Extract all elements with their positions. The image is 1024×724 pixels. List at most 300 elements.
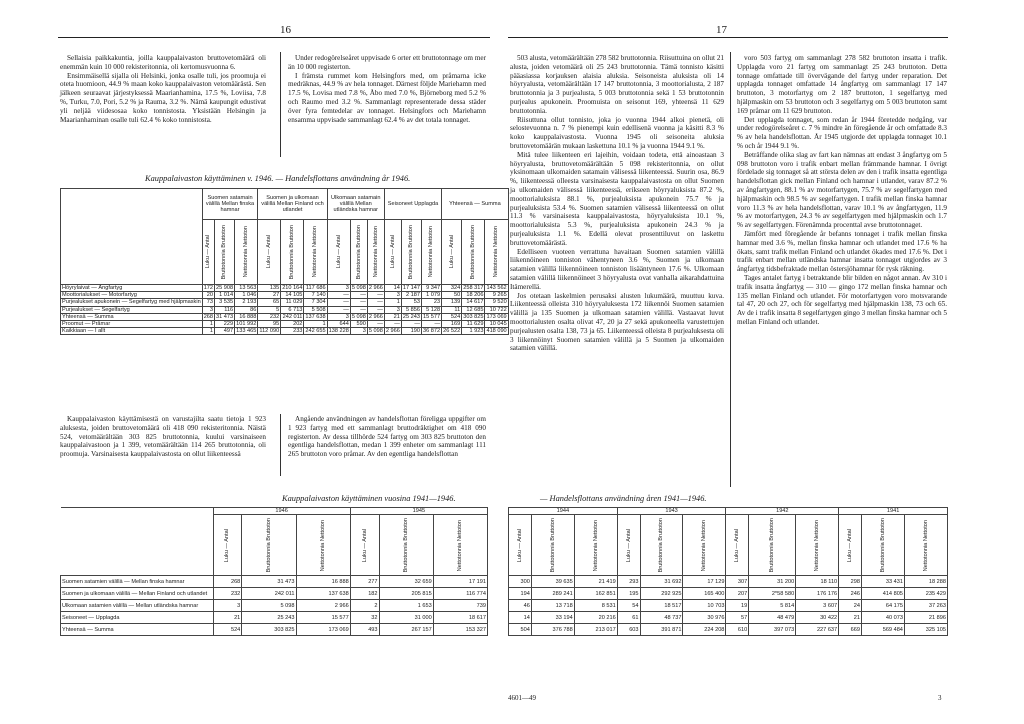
column-header [839, 515, 862, 576]
table-cell: 2 966 [368, 285, 383, 291]
column-header-label: Nettotonnia Nettoton [592, 519, 599, 571]
table-cell: 173 069 [486, 313, 507, 320]
column-header [861, 515, 904, 576]
table-cell: 307 [726, 576, 749, 588]
row-label: Seisoneet — Upplagda [61, 612, 214, 624]
table-cell: 48 479 [749, 612, 796, 624]
table-cell: 11 029 [281, 299, 304, 306]
table-cell: 246 [839, 588, 862, 600]
table-cell: 242 011 [282, 313, 303, 320]
table-cell: 54 [617, 600, 640, 612]
table-cell: 7 304 [304, 299, 327, 306]
table-row [61, 328, 509, 335]
table-cell: 2 966 [296, 600, 350, 612]
table-cell: 48 737 [640, 612, 683, 624]
table-cell: 2 966 [385, 328, 400, 335]
table-cell: — [350, 299, 367, 306]
table-cell: 292 925 [640, 588, 683, 600]
table-cell: 376 788 [531, 624, 574, 636]
table-header-row [509, 508, 948, 515]
table-cell: 202 [281, 321, 304, 328]
column-header-label: Nettotonnia Nettoton [493, 226, 500, 278]
paragraph: 503 alusta, vetomäärältään 278 582 bruttotonnia. Riisuttuina on ollut 21 alusta, joiden vetomäärä oli 25 243 bruttotonnia. Tämä tonnisto käsitti pääasiassa korjauksen alaisia aluksia. Seisoneista aluksista oli 14 höyryalusta, vetomäärältään 17 147 bruttotonnia, 3 moottorialusta, 2 187 bruttotonnia ja 3 purjealusta, 5 003 bruttotonnia sekä 1 53 bruttotonnin purjealus apukonein. Proomuista on seisonut 169, yhteensä 11 629 bruttotonnia. [510, 54, 725, 115]
table-body [61, 576, 488, 636]
table-cell: 30 976 [683, 612, 726, 624]
table-cell: 3 [350, 328, 367, 335]
column-header [640, 515, 683, 576]
column-header [509, 515, 532, 576]
column-header [304, 220, 327, 285]
table-cell: 298 [839, 576, 862, 588]
column-header [422, 220, 442, 285]
table-cell: 18 517 [640, 600, 683, 612]
table-cell: 33 431 [861, 576, 904, 588]
column-header [367, 220, 384, 285]
table-cell: 190 [401, 328, 421, 335]
table-cell: 19 [726, 600, 749, 612]
table-cell: 21 [839, 612, 862, 624]
table-cell: 1 [202, 328, 214, 335]
table-cell: 1 653 [379, 600, 433, 612]
table-cell: 133 465 [236, 328, 257, 335]
table-row [61, 600, 488, 612]
table-row [509, 576, 948, 588]
table-cell: 2 193 [235, 299, 258, 306]
table-cell: 644 [327, 321, 350, 328]
group-header: Seisoneet Upplagda [384, 189, 441, 220]
table-cell: 21 896 [904, 612, 947, 624]
table-cell: 2 966 [368, 313, 383, 320]
table-cell: 9 520 [485, 299, 508, 306]
table-header-row [61, 189, 509, 220]
table-cell: — [327, 306, 350, 313]
table-corner [61, 508, 214, 576]
table-cell: 10 722 [485, 306, 508, 313]
table-cell: 9 347 [422, 285, 442, 292]
column-header-label: Nettotonnia Nettoton [320, 519, 327, 571]
table-cell: 21 [384, 313, 401, 320]
table-cell: 5 508 [304, 306, 327, 313]
table-cell: 227 637 [796, 624, 839, 636]
table-row [509, 624, 948, 636]
table-cell: 20 [202, 292, 214, 299]
table-cell: 418 090 [486, 328, 507, 335]
column-header-label: Bruttotonnia Bruttoton [221, 224, 228, 280]
table-cell: 497 [215, 328, 235, 335]
table-cell: 143 562 [486, 285, 507, 291]
paragraph: voro 503 fartyg om sammanlagt 278 582 bruttoton insatta i trafik. Upplagda voro 21 fartyg om sammanlagt 25 243 bruttoton. Detta tonnage omfattade till övervägande del fartyg under reparation. Det upplagda tonnaget omfattade 14 ångfartyg om sammanlagt 17 147 bruttoton, 3 motorfartyg om 2 187 bruttoton, 1 segelfartyg med hjälpmaskin om 53 bruttoton och 3 segelfartyg om 5 003 bruttoton samt 169 pråmar om 11 629 bruttoton. [737, 54, 947, 115]
table-cell: 1 014 [215, 292, 235, 299]
table-cell: 116 [215, 306, 235, 313]
table-cell: 3 [384, 292, 401, 299]
table-cell: 5 098 [242, 600, 296, 612]
table-cell: 414 805 [861, 588, 904, 600]
row-label: Purjealukset apukonein — Segelfartyg med hjälpmaskin [62, 299, 201, 306]
page-number-left: 16 [280, 24, 291, 36]
table-cell: 25 243 [402, 313, 420, 320]
table-cell: 14 617 [462, 299, 485, 306]
column-header [202, 220, 214, 285]
column-header-label: Nettotonnia Nettoton [243, 226, 250, 278]
table-cell: 25 908 [216, 285, 234, 291]
row-label: Suomen ja ulkomaan välillä — Mellan Finland och utlandet [61, 588, 214, 600]
table-cell: 17 147 [402, 285, 420, 291]
column-header-label: Bruttotonnia Bruttoton [403, 517, 410, 573]
table-cell: 176 176 [796, 588, 839, 600]
table-cell: 18 206 [462, 292, 485, 299]
table-cell: 24 [839, 600, 862, 612]
table-cell: 293 [617, 576, 640, 588]
table-cell: 165 400 [683, 588, 726, 600]
column-divider [280, 52, 281, 157]
table-cell: 15 577 [296, 612, 350, 624]
table-cell: — [327, 292, 350, 299]
column-header-label: Bruttotonnia Bruttoton [470, 224, 477, 280]
paragraph: Angående användningen av handelsflottan föreligga uppgifter om 1 923 fartyg med ett sammanlagt bruttodräktighet om 418 090 registerton. Av dessa tillhörde 524 fartyg om 303 825 bruttoton den egentliga handelsflottan, medan 1 399 enheter om sammanlagt 111 265 bruttoton voro pråmar. Av den egentliga handelsflottan [288, 415, 486, 459]
table-cell: 10 703 [683, 600, 726, 612]
table-cell: 39 635 [531, 576, 574, 588]
table-cell: 50 [442, 292, 462, 299]
column-header [462, 220, 485, 285]
column-header [442, 220, 462, 285]
column-header [749, 515, 796, 576]
table-cell: — [350, 292, 367, 299]
table-cell: 739 [433, 600, 487, 612]
table-cell: 33 194 [531, 612, 574, 624]
table-cell: 5 [258, 306, 281, 313]
table-cell: 46 [509, 600, 532, 612]
table-cell: 25 243 [242, 612, 296, 624]
table-cell: 6 713 [281, 306, 304, 313]
table-cell: 32 [350, 612, 379, 624]
table-cell: 207 [726, 588, 749, 600]
table-cell: 397 073 [749, 624, 796, 636]
column-header-label: Luku — Antal [335, 235, 342, 269]
column-header [726, 515, 749, 576]
table-cell: 224 208 [683, 624, 726, 636]
column-header [350, 220, 367, 285]
year-header: 1941 [839, 508, 948, 515]
table-cell: 31 692 [640, 576, 683, 588]
table-cell: 1 046 [235, 292, 258, 299]
paragraph: Det upplagda tonnaget, som redan år 1944 företedde nedgång, var under redogörelseåret c. 7 % mindre än föregående år och omfattade 8.3 % av hela handelsflottan. År 1945 utgjorde det upplagda tonnaget 10.1 % och år 1944 9.1 %. [737, 115, 947, 150]
table-header-row [61, 508, 488, 515]
column-header-label: Nettotonnia Nettoton [922, 519, 929, 571]
table-cell: 493 [350, 624, 379, 636]
column-header-label: Bruttotonnia Bruttoton [265, 517, 272, 573]
table-cell: 23 [422, 299, 442, 306]
table-cell: 21 [213, 612, 242, 624]
table-cell: — [367, 321, 384, 328]
table-cell: 3 [202, 306, 214, 313]
table-cell: 73 [202, 299, 214, 306]
table-cell: — [350, 306, 367, 313]
table-caption: — Handelsflottans användning åren 1941—1946. [540, 494, 707, 503]
column-header-label: Luku — Antal [361, 528, 368, 562]
column-header-label: Luku — Antal [448, 235, 455, 269]
column-header [327, 220, 350, 285]
column-header-label: Nettotonnia Nettoton [814, 519, 821, 571]
column-header [531, 515, 574, 576]
column-header-label: Bruttotonnia Bruttoton [549, 517, 556, 573]
column-header [433, 515, 487, 576]
column-header [379, 515, 433, 576]
table-cell: 2*58 580 [749, 588, 796, 600]
table-body [61, 285, 509, 335]
column-header-label: Bruttotonnia Bruttoton [408, 224, 415, 280]
table-cell: 86 [235, 306, 258, 313]
paragraph: Mitä tulee liikenteen eri lajeihin, voidaan todeta, että ainoastaan 3 höyryalusta, bruttovetomäärältään 5 098 rekisteritonnia, on ollut yksinomaan ulkomaiden satamain välisessä liikenteessä. Suurin osa, 86.9 %, liikenteessä olleesta varsinaisesta kauppalaivastosta on ollut Suomen ja ulkomaiden välisessä liikenteessä, erikseen höyryaluksista 87.2 %, moottorialuksista 88.1 %, purjealuksista apukonein 75.7 % ja purjealuksista 53.4 %. Suomen satamien välisessä liikenteessä on ollut 11.3 % varsinaisesta kauppalaivastosta, höyryaluksista 10.1 %, moottorialuksista 5.3 %, purjealuksista apukonein 24.3 % ja purjealuksista 1.1 %. Edellä olevat prosenttiluvut on laskettu bruttovetomäärästä. [510, 150, 724, 247]
table-cell: 213 017 [574, 624, 617, 636]
table-cell: 13 563 [235, 285, 258, 292]
table-cell: 524 [213, 624, 242, 636]
table-corner [61, 189, 203, 285]
page-number-right: 17 [716, 24, 727, 36]
table-cell: 325 105 [904, 624, 947, 636]
signature-mark: 3 [938, 694, 942, 702]
row-label: Proomut — Pråmar [61, 321, 203, 328]
table-cell: 31 000 [379, 612, 433, 624]
table-cell: 138 228 [328, 328, 349, 335]
table-cell: 1 079 [422, 292, 442, 299]
table-row [509, 588, 948, 600]
table-cell: 268 [213, 576, 242, 588]
table-cell: 65 [258, 299, 281, 306]
group-header: Ulkomaan satamain välillä Mellan utländska hamnar [327, 189, 384, 220]
table-cell: 229 [215, 321, 235, 328]
row-label: Moottorialukset — Motorfartyg [61, 292, 203, 299]
column-header [235, 220, 258, 285]
row-label: Kaikkiaan — I allt [61, 328, 203, 335]
table-cell: 1 [304, 321, 327, 328]
column-divider [280, 414, 281, 476]
usage-table-1941-1946-left [60, 507, 488, 636]
table-cell: 590 [350, 321, 367, 328]
column-header [617, 515, 640, 576]
group-header: Suomen satamain välillä Mellan finska hamnar [202, 189, 258, 220]
column-header-label: Nettotonnia Nettoton [372, 226, 379, 278]
table-cell: 15 577 [423, 313, 441, 320]
column-divider [730, 52, 731, 487]
column-header-label: Nettotonnia Nettoton [701, 519, 708, 571]
table-cell: 303 825 [463, 313, 484, 320]
table-row [61, 624, 488, 636]
table-cell: 300 [509, 576, 532, 588]
table-cell: 277 [350, 576, 379, 588]
table-cell: 31 473 [242, 576, 296, 588]
text-column-sv-top [288, 54, 486, 124]
table-cell: 205 815 [379, 588, 433, 600]
table-cell: 5 098 [368, 328, 383, 335]
table-cell: 195 [617, 588, 640, 600]
column-header [796, 515, 839, 576]
column-header-label: Luku — Antal [224, 528, 231, 562]
table-row [509, 600, 948, 612]
column-header-label: Bruttotonnia Bruttoton [289, 224, 296, 280]
table-cell: 18 617 [433, 612, 487, 624]
table-cell: 27 [258, 292, 281, 299]
table-cell: 13 718 [531, 600, 574, 612]
year-header: 1944 [509, 508, 618, 515]
header-rule-left [58, 37, 490, 38]
column-header-label: Luku — Antal [205, 235, 212, 269]
year-header: 1945 [350, 508, 487, 515]
table-cell: 232 [258, 313, 281, 320]
table-cell: 14 [509, 612, 532, 624]
table-cell: 137 638 [305, 313, 326, 320]
paragraph: Sellaisia paikkakuntia, joilla kauppalaivaston bruttovetomäärä oli enemmän kuin 10 000 rekisteritonnia, oli kertomusvuonna 6. [60, 54, 266, 71]
table-caption: Kauppalaivaston käyttäminen vuosina 1941—1946. [282, 494, 456, 503]
table-cell: 610 [726, 624, 749, 636]
table-cell: 303 825 [242, 624, 296, 636]
table-cell: 3 [327, 313, 350, 320]
table-row [61, 321, 509, 328]
paragraph: Ensimmäisellä sijalla oli Helsinki, jonka osalle tuli, jos proomuja ei oteta huomioon, 44.9 % maan koko kauppalaivaston vetomäärästä. Sen jälkeen seuraavat järjestyksessä Maarianhamina, 17.5 %, Loviisa, 7.8 %, Turku, 7.0, Pori, 5.2 % ja Rauma, 3.2 %. Nämä kaupungit edustivat yli neljää viidesosaa koko tonnistosta. Yksistään Helsingin ja Maarianhaminan osalle tuli 62.4 % koko tonnistosta. [60, 71, 266, 124]
table-cell: 504 [509, 624, 532, 636]
text-column-sv-bottom [288, 415, 486, 459]
table-cell: 7 140 [304, 292, 327, 299]
table-body [509, 576, 948, 636]
table-cell: 162 851 [574, 588, 617, 600]
paragraph: Under redogörelseåret uppvisade 6 orter ett bruttotonnage om mer än 10 000 registerton. [288, 54, 486, 71]
table-row [61, 299, 509, 306]
year-header: 1942 [726, 508, 839, 515]
table-cell: 17 129 [683, 576, 726, 588]
table-cell: 324 [442, 285, 462, 292]
table-cell: 5 856 [401, 306, 421, 313]
column-header-label: Bruttotonnia Bruttoton [355, 224, 362, 280]
paragraph: Edelliseen vuoteen verrattuna havaitaan Suomen satamien välillä liikennöineen tonniston vähentyneen 3.6 %, Suomen ja ulkomaan satamien välillä liikennöineen tonniston lisääntyneen 17.6 %. Ulkomaan satamien välillä liikennöineet 3 höyryalusta ovat vanhalla aikarahdattuina Itämerellä. [510, 247, 724, 291]
table-cell: — [422, 321, 442, 328]
table-cell: 3 [327, 285, 350, 292]
table-cell: 57 [726, 612, 749, 624]
group-header: Suomen ja ulkomaan välillä Mellan Finland och utlandet [258, 189, 327, 220]
table-row [61, 576, 488, 588]
table-cell: 5 098 [351, 313, 366, 320]
usage-table-1941-1946-right [508, 507, 948, 636]
table-cell: 169 [442, 321, 462, 328]
column-header-label: Bruttotonnia Bruttoton [658, 517, 665, 573]
column-header [683, 515, 726, 576]
column-header [258, 220, 281, 285]
year-header: 1946 [213, 508, 350, 515]
row-label: Yhteensä — Summa [61, 624, 214, 636]
table-cell: 32 659 [379, 576, 433, 588]
table-cell: 30 422 [796, 612, 839, 624]
table-cell: 14 105 [281, 292, 304, 299]
table-cell: 268 [203, 313, 214, 320]
row-label: Purjealukset — Segelfartyg [61, 306, 203, 313]
table-cell: 53 [401, 299, 421, 306]
table-cell: 116 774 [433, 588, 487, 600]
table-cell: 61 [617, 612, 640, 624]
table-cell: 40 073 [861, 612, 904, 624]
column-header-label: Nettotonnia Nettoton [312, 226, 319, 278]
table-cell: 5 098 [351, 285, 366, 291]
column-header-label: Nettotonnia Nettoton [428, 226, 435, 278]
table-cell: — [384, 321, 401, 328]
table-row [61, 285, 509, 292]
table-cell: 182 [350, 588, 379, 600]
table-cell: 117 686 [305, 285, 326, 291]
table-row [509, 612, 948, 624]
table-cell: 5 814 [749, 600, 796, 612]
table-cell: 16 888 [296, 576, 350, 588]
table-cell: 101 992 [236, 321, 257, 328]
paragraph: Riisuttuna ollut tonnisto, joka jo vuonna 1944 alkoi pienetä, oli selostevuonna n. 7 % pienempi kuin edellisenä vuonna ja käsitti 8.3 % koko kauppalaivastosta. Vuonna 1945 oli seisoneita aluksia bruttovetomäärän mukaan laskettuna 10.1 % ja vuonna 1944 9.1 %. [510, 115, 724, 150]
table-cell: 289 241 [531, 588, 574, 600]
table-cell: 8 531 [574, 600, 617, 612]
column-header [485, 220, 508, 285]
column-header-label: Bruttotonnia Bruttoton [769, 517, 776, 573]
table-caption: Kauppalaivaston käyttäminen v. 1946. — Handelsflottans användning år 1946. [145, 174, 411, 183]
table-cell: 3 [384, 306, 401, 313]
table-cell: — [367, 299, 384, 306]
table-cell: 1 [202, 321, 214, 328]
text-column-fi-top [60, 54, 266, 124]
table-cell: 172 [203, 285, 214, 291]
table-cell: — [367, 292, 384, 299]
column-header [215, 220, 235, 285]
table-row [61, 612, 488, 624]
row-label: Ulkomaan satamien välillä — Mellan utländska hamnar [61, 600, 214, 612]
table-cell: 258 317 [463, 285, 484, 291]
table-cell: 603 [617, 624, 640, 636]
table-cell: 235 429 [904, 588, 947, 600]
table-cell: 36 872 [423, 328, 441, 335]
table-row [61, 306, 509, 313]
table-cell: 2 187 [401, 292, 421, 299]
column-header-label: Luku — Antal [734, 528, 741, 562]
table-cell: 137 638 [296, 588, 350, 600]
table-cell: 11 629 [462, 321, 485, 328]
row-label: Suomen satamien välillä — Mellan finska hamnar [61, 576, 214, 588]
text-column-fi-bottom [60, 415, 266, 459]
table-cell: 9 265 [485, 292, 508, 299]
paragraph: Kauppalaivaston käyttämisestä on varustajilta saatu tietoja 1 923 aluksesta, joiden bruttovetomäärä oli 418 090 rekisteritonnia. Näistä 524, vetomäärältään 303 825 bruttotonnia, kuului varsinaiseen kauppalaivastoon ja 1 399, vetomäärältään 114 265 bruttotonnia, oli proomuja. Varsinaisesta kauppalaivastosta on ollut liikenteessä [60, 415, 266, 459]
table-cell: 173 069 [296, 624, 350, 636]
table-cell: 242 655 [305, 328, 326, 335]
group-header: Yhteensä — Summa [442, 189, 509, 220]
column-header-label: Luku — Antal [625, 528, 632, 562]
table-cell: 21 419 [574, 576, 617, 588]
table-cell: 16 888 [235, 313, 258, 320]
table-cell: 18 288 [904, 576, 947, 588]
text-column-fi-right [510, 54, 724, 353]
usage-table-1946 [60, 188, 509, 335]
table-row [61, 292, 509, 299]
table-cell: 18 110 [796, 576, 839, 588]
table-cell: 31 200 [749, 576, 796, 588]
paragraph: Beträffande olika slag av fart kan nämnas att endast 3 ångfartyg om 5 098 bruttoton voro i trafik enbart mellan främmande hamnar. I övrigt fördelade sig tonnaget så att största delen av den i trafik insatta egentliga handelsflottan gick mellan Finland och hamnar i utlandet, varav 87.2 % av ångfartygen, 88.1 % av motorfartygen, 75.7 % av segelfartygen med hjälpmaskin och 98.5 % av segelfartygen. I trafik mellan finska hamnar voro 11.3 % av hela handelsflottan, varav 10.1 % av ångfartygen, 11.9 % av motorfartygen, 24.3 % av segelfartygen med hjälpmaskin och 1.7 % av segelfartygen. Förenämnda procenttal avse bruttotonnaget. [737, 150, 947, 230]
table-subheader-row [509, 515, 948, 576]
table-cell: 135 [258, 285, 281, 292]
table-cell: 242 011 [242, 588, 296, 600]
table-cell: 3 535 [215, 299, 235, 306]
table-cell: 37 263 [904, 600, 947, 612]
column-header-label: Bruttotonnia Bruttoton [879, 517, 886, 573]
table-cell: 153 327 [433, 624, 487, 636]
column-header-label: Nettotonnia Nettoton [457, 519, 464, 571]
header-rule-right [508, 37, 948, 38]
table-cell: 139 [442, 299, 462, 306]
column-header [904, 515, 947, 576]
table-cell: — [401, 321, 421, 328]
print-code: 4601—49 [508, 694, 536, 702]
table-row [61, 313, 509, 320]
table-cell: 95 [258, 321, 281, 328]
table-cell: 2 [350, 600, 379, 612]
